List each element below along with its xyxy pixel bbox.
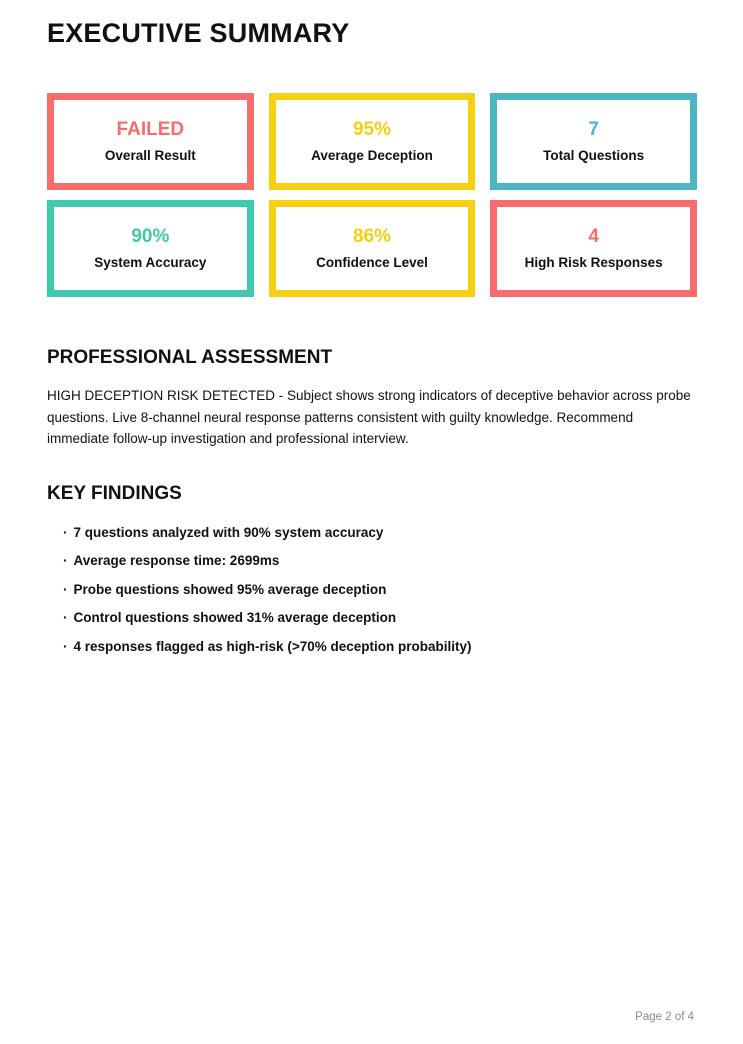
finding-item: · Average response time: 2699ms xyxy=(63,552,697,569)
stat-label: Total Questions xyxy=(543,148,645,164)
stat-card-high-risk-responses xyxy=(490,200,697,297)
finding-item: · Control questions showed 31% average deception xyxy=(63,609,697,626)
stat-card-total-questions xyxy=(490,93,697,190)
findings-section-heading: KEY FINDINGS xyxy=(47,482,182,504)
stat-label: High Risk Responses xyxy=(524,255,663,271)
stat-label: Confidence Level xyxy=(316,255,428,271)
finding-item: · 7 questions analyzed with 90% system accuracy xyxy=(63,524,697,541)
page-title: EXECUTIVE SUMMARY xyxy=(47,18,350,48)
stat-card-overall-result xyxy=(47,93,254,190)
stat-value: 90% xyxy=(131,226,170,248)
summary-stats-grid xyxy=(47,93,697,297)
assessment-section-heading: PROFESSIONAL ASSESSMENT xyxy=(47,347,333,368)
stat-label: Overall Result xyxy=(104,148,196,164)
stat-value: 7 xyxy=(588,119,599,141)
finding-item: · 4 responses flagged as high-risk (>70% deception probability) xyxy=(63,638,697,655)
stat-value: FAILED xyxy=(116,119,185,141)
stat-card-average-deception xyxy=(269,93,476,190)
stat-value: 4 xyxy=(588,226,599,248)
stat-label: System Accuracy xyxy=(94,255,207,271)
finding-item: · Probe questions showed 95% average deception xyxy=(63,581,697,598)
assessment-body-text: HIGH DECEPTION RISK DETECTED - Subject shows strong indicators of deceptive behavior across probe questions. Live 8-channel neural response patterns consistent with guilty knowledge. Recommend immediate follow-up investigation and professional interview. xyxy=(47,388,691,446)
stat-card-system-accuracy xyxy=(47,200,254,297)
stat-value: 95% xyxy=(352,119,391,141)
stat-card-confidence-level xyxy=(269,200,476,297)
stat-value: 86% xyxy=(352,226,391,248)
findings-list xyxy=(47,524,697,655)
page-number: Page 2 of 4 xyxy=(635,1011,694,1023)
stat-label: Average Deception xyxy=(311,148,433,164)
